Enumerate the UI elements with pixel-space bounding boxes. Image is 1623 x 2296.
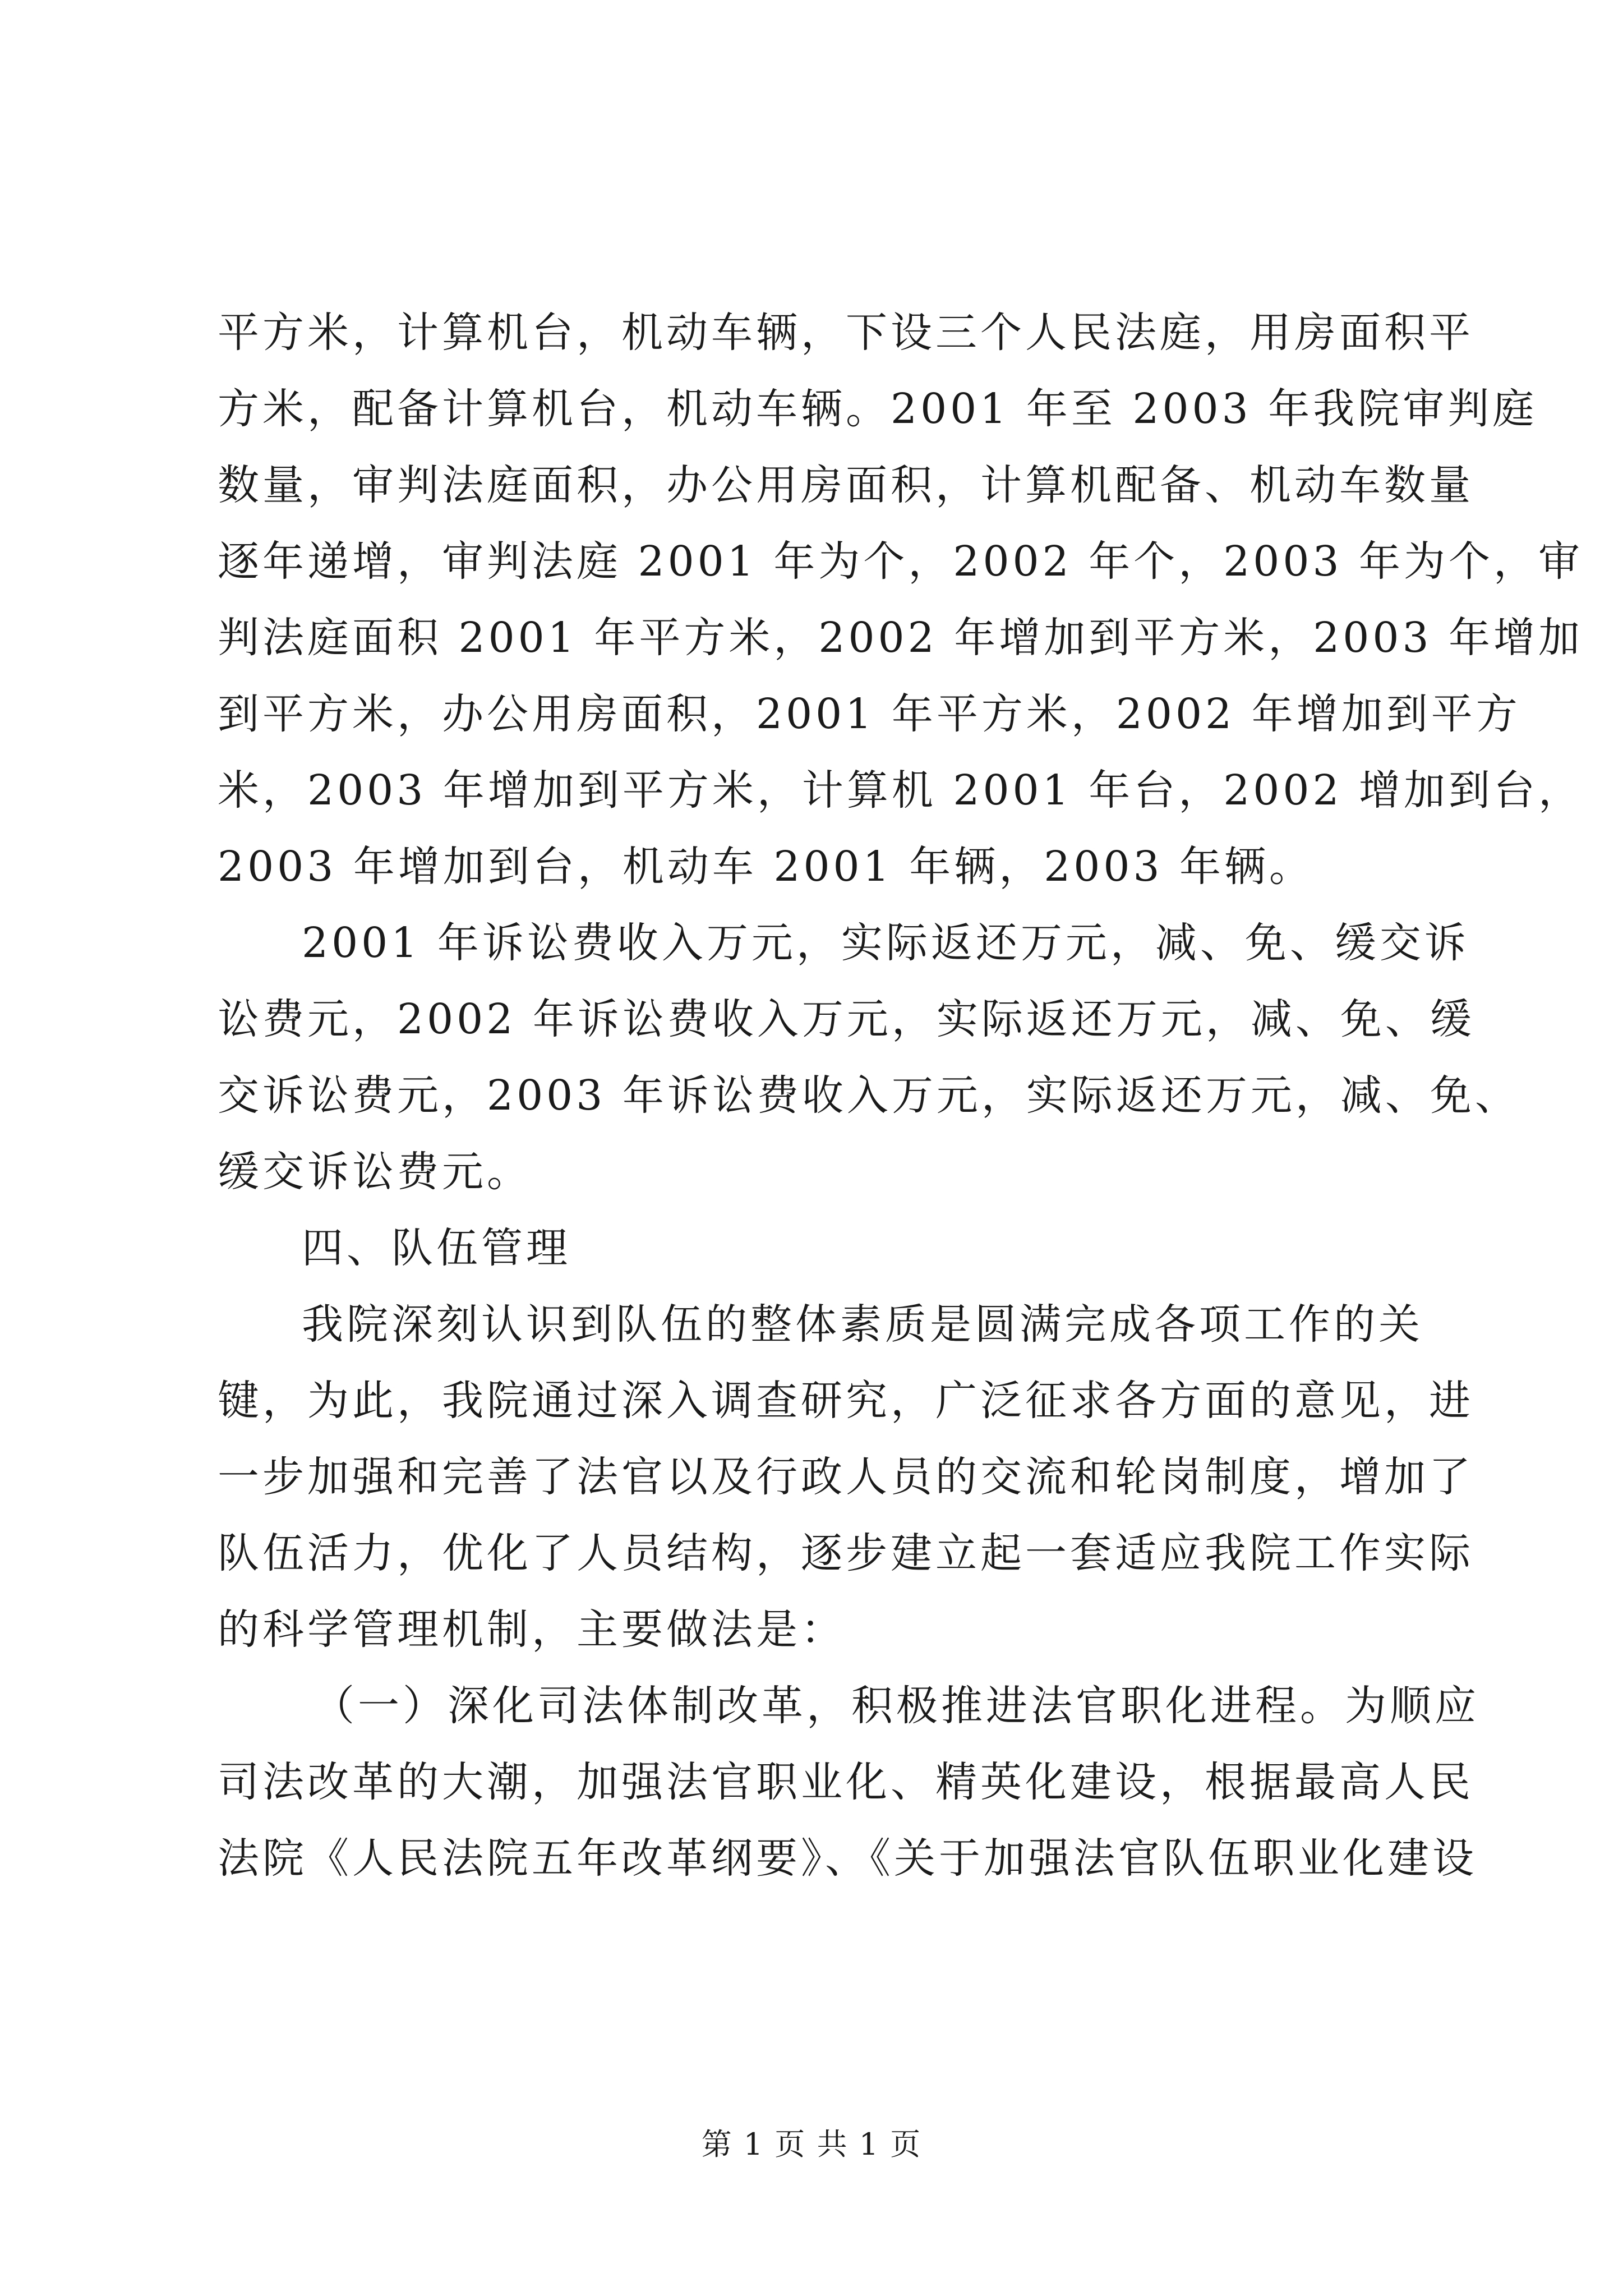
page-footer: 第 1 页 共 1 页 [701,2127,922,2162]
text-line: 数量，审判法庭面积，办公用房面积，计算机配备、机动车数量 [218,461,1474,509]
text-line: 法院《人民法院五年改革纲要》、《关于加强法官队伍职业化建设 [218,1834,1477,1883]
text-line: 交诉讼费元，2003 年诉讼费收入万元，实际返还万元，减、免、 [218,1071,1520,1120]
paragraph-start-line: （一）深化司法体制改革，积极推进法官职化进程。为顺应 [313,1682,1479,1730]
text-line: 方米，配备计算机台，机动车辆。2001 年至 2003 年我院审判庭 [218,385,1538,433]
document-body [218,295,1584,1897]
section-heading: 四、队伍管理 [302,1224,571,1272]
text-line: 2003 年增加到台，机动车 2001 年辆，2003 年辆。 [218,843,1315,891]
text-line: 的科学管理机制，主要做法是： [218,1605,846,1654]
paragraph-start-line: 2001 年诉讼费收入万元，实际返还万元，减、免、缓交诉 [302,919,1469,967]
text-line: 讼费元，2002 年诉讼费收入万元，实际返还万元，减、免、缓 [218,995,1475,1043]
text-line: 队伍活力，优化了人员结构，逐步建立起一套适应我院工作实际 [218,1529,1474,1577]
text-line: 司法改革的大潮，加强法官职业化、精英化建设，根据最高人民 [218,1758,1474,1806]
text-line: 判法庭面积 2001 年平方米，2002 年增加到平方米，2003 年增加 [218,614,1584,662]
text-line: 缓交诉讼费元。 [218,1148,532,1196]
text-line: 到平方米，办公用房面积，2001 年平方米，2002 年增加到平方 [218,690,1521,738]
paragraph-start-line: 我院深刻认识到队伍的整体素质是圆满完成各项工作的关 [302,1300,1423,1349]
text-line: 逐年递增，审判法庭 2001 年为个，2002 年个，2003 年为个，审 [218,537,1584,586]
text-line: 键，为此，我院通过深入调查研究，广泛征求各方面的意见，进 [218,1377,1474,1425]
text-line: 一步加强和完善了法官以及行政人员的交流和轮岗制度，增加了 [218,1453,1474,1501]
text-line: 平方米，计算机台，机动车辆，下设三个人民法庭，用房面积平 [218,309,1474,357]
text-line: 米，2003 年增加到平方米，计算机 2001 年台，2002 增加到台， [218,766,1584,815]
